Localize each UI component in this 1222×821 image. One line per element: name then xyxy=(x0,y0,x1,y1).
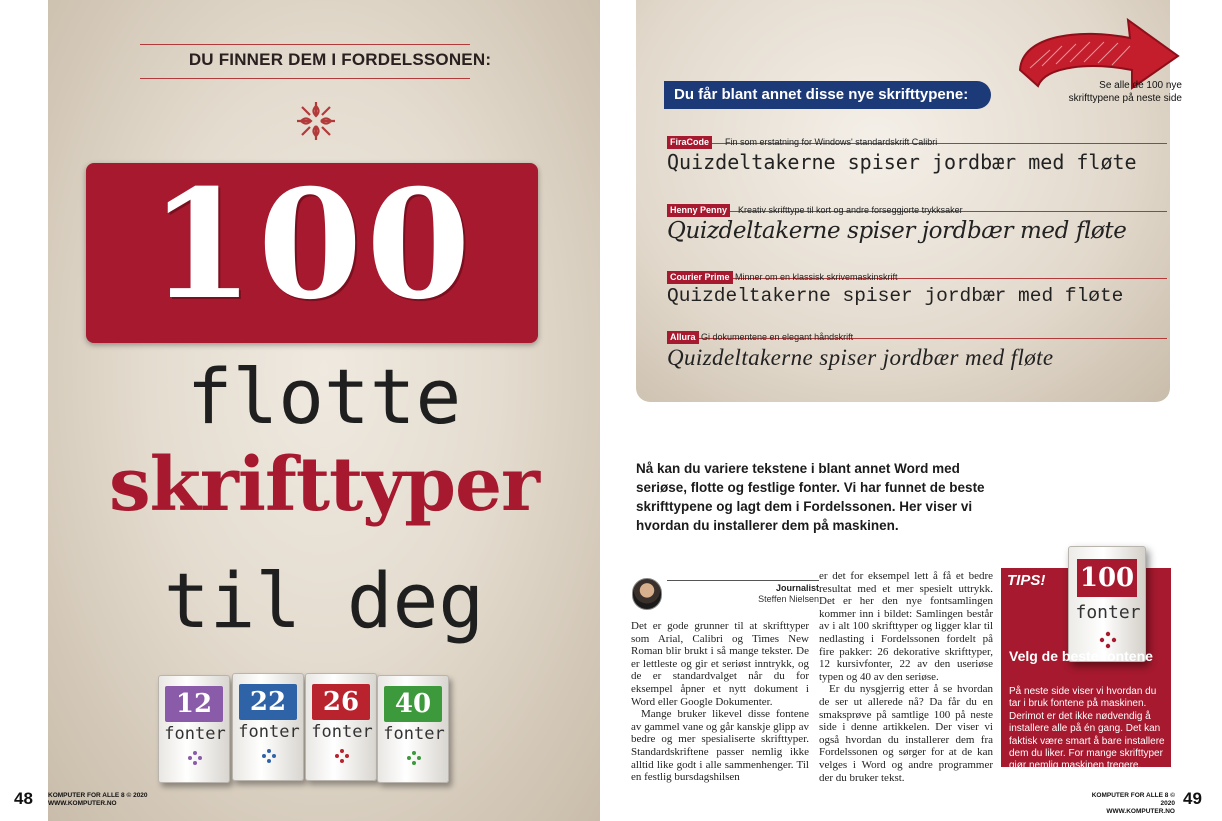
pack-ornament-icon xyxy=(187,750,203,766)
pack-label: fonter xyxy=(238,722,300,742)
curved-arrow-icon xyxy=(1010,10,1180,130)
author-avatar xyxy=(632,578,662,610)
footer-right-line1: KOMPUTER FOR ALLE 8 © 2020 xyxy=(1091,792,1175,807)
font-pack-box xyxy=(232,673,304,781)
author-name: Steffen Nielsen xyxy=(758,594,819,604)
kicker-top-rule xyxy=(140,44,470,45)
tips-font-pack xyxy=(1068,546,1146,662)
font-tag: Henny Penny xyxy=(667,204,730,217)
byline-rule xyxy=(667,580,819,581)
arrow-note: Se alle de 100 nye skrifttypene på neste side xyxy=(1068,80,1182,104)
font-tag: Courier Prime xyxy=(667,271,733,284)
font-description: Kreativ skrifttype til kort og andre forseggjorte trykksaker xyxy=(738,205,963,215)
font-tag: FiraCode xyxy=(667,136,712,149)
body-paragraph: Det er gode grunner til at skrifttyper som Arial, Calibri og Times New Roman blir brukt i så mange tekster. De er lettleste og gir et seriøst inntrykk, og de er standardvalget når du for eksempel åpner et nytt dokument i Word eller Google Dokumenter. xyxy=(631,620,809,708)
lead-paragraph: Nå kan du variere tekstene i blant annet Word med seriøse, flotte og festlige fonter. Vi har funnet de beste skrifttypene og lagt dem i Fordelssonen. Her viser vi hvordan du installerer dem på maskinen. xyxy=(636,461,985,533)
pack-ornament-icon xyxy=(1099,631,1117,649)
footer-left-line2: WWW.KOMPUTER.NO xyxy=(48,800,117,807)
page-number-left: 48 xyxy=(14,789,33,808)
font-description: Gi dokumentene en elegant håndskrift xyxy=(701,332,854,342)
body-paragraph: er det for eksempel lett å få et bedre resultat med et mer spesielt uttrykk. Det er her den nye fontsamlingen kommer inn i bildet: Samlingen består av i alt 100 skrifttyper og ligger klar til nedlasting i Fordelssonen fordelt på fire pakker: 26 dekorative skrifttyper, 12 kursivfonter, 22 av den useriøse typen og 40 av den seriøse. xyxy=(819,570,993,683)
tips-title: Velg de beste fontene xyxy=(1009,648,1153,664)
font-pack-box xyxy=(305,673,377,781)
page-number-right: 49 xyxy=(1183,789,1202,808)
footer-right-line2: WWW.KOMPUTER.NO xyxy=(1106,808,1175,815)
panel-heading: Du får blant annet disse nye skrifttypene: xyxy=(664,81,991,109)
font-sample: Quizdeltakerne spiser jordbær med fløte xyxy=(667,345,1054,370)
body-column-2 xyxy=(819,570,993,784)
pack-label: fonter xyxy=(311,722,373,742)
kicker-heading: DU FINNER DEM I FORDELSSONEN: xyxy=(188,50,492,69)
pack-number: 26 xyxy=(312,684,370,720)
font-description: Fin som erstatning for Windows' standardskrift Calibri xyxy=(725,137,938,147)
font-pack-box xyxy=(158,675,230,783)
big-number: 100 xyxy=(149,157,475,333)
pack-label: fonter xyxy=(164,724,226,744)
pack-number: 12 xyxy=(165,686,223,722)
pack-label: fonter xyxy=(1075,602,1141,623)
body-paragraph: Mange bruker likevel disse fontene av gammel vane og går kanskje glipp av bedre og mer spesialiserte skrifttyper. Standardskriftene passer nemlig ikke alltid like godt i alle sammenhenger. Til en festlig bursdagshilsen xyxy=(631,708,809,784)
font-sample: Quizdeltakerne spiser jordbær med fløte xyxy=(667,150,1137,174)
headline-line-3: til deg xyxy=(163,556,485,645)
font-sample: Quizdeltakerne spiser jordbær med fløte xyxy=(667,218,1127,244)
pack-number: 22 xyxy=(239,684,297,720)
headline-line-1: flotte xyxy=(186,352,462,441)
pack-label: fonter xyxy=(383,724,445,744)
font-sample: Quizdeltakerne spiser jordbær med fløte xyxy=(667,285,1124,307)
headline-line-2: skrifttyper xyxy=(108,442,540,528)
pack-number: 100 xyxy=(1077,559,1137,597)
body-column-1 xyxy=(631,620,809,784)
tips-body: På neste side viser vi hvordan du tar i bruk fontene på maskinen. Derimot er det ikke nødvendig å installere alle på én gang. Det kan faktisk være smart å bare installere dem du liker. For mange skrifttyper gjør nemlig maskinen tregere. xyxy=(1009,686,1165,772)
pack-number: 40 xyxy=(384,686,442,722)
ornament-icon xyxy=(293,98,339,144)
font-description: Minner om en klassisk skrivemaskinskrift xyxy=(735,272,898,282)
pack-ornament-icon xyxy=(261,748,277,764)
tips-label: TIPS! xyxy=(1007,572,1046,589)
kicker-bottom-rule xyxy=(140,78,470,79)
font-tag: Allura xyxy=(667,331,699,344)
pack-ornament-icon xyxy=(406,750,422,766)
author-role: Journalist xyxy=(775,583,819,593)
footer-left xyxy=(48,792,148,808)
footer-left-line1: KOMPUTER FOR ALLE 8 © 2020 xyxy=(48,792,148,799)
font-pack-box xyxy=(377,675,449,783)
body-paragraph: Er du nysgjerrig etter å se hvordan de ser ut allerede nå? Da får du en smaksprøve på samtlige 100 på neste side i denne artikkelen. Der viser vi også hvordan du installerer dem fra Fordelssonen og sørger for at de kan velges i Word og andre programmer der du bruker tekst. xyxy=(819,683,993,784)
pack-ornament-icon xyxy=(334,748,350,764)
footer-right xyxy=(1083,792,1175,816)
